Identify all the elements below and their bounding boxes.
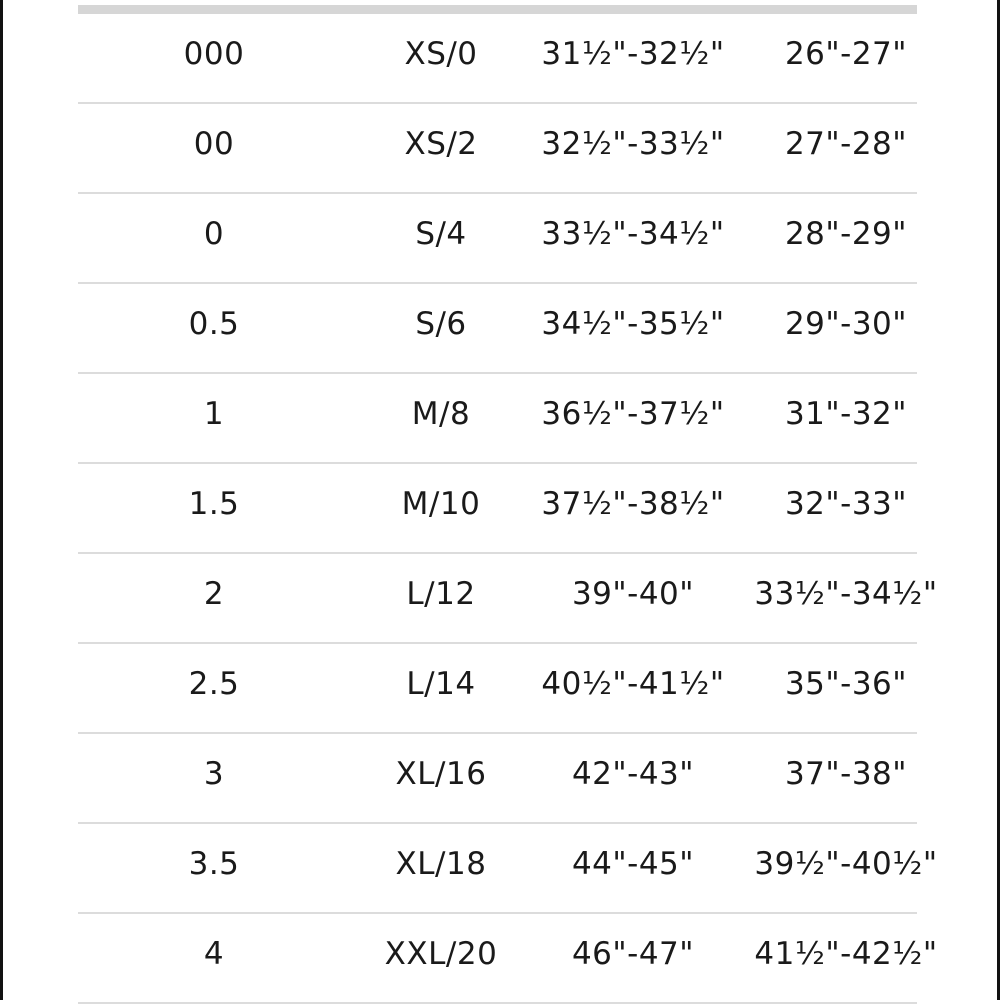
waist-cell: 27"-28" <box>784 126 908 162</box>
letter-size-cell: S/6 <box>415 306 467 342</box>
waist-cell: 39½"-40½" <box>754 846 938 882</box>
letter-size-cell: XS/0 <box>404 36 478 72</box>
letter-size-cell: S/4 <box>415 216 467 252</box>
bust-cell: 33½"-34½" <box>541 216 725 252</box>
table-row <box>78 554 938 644</box>
bust-cell: 37½"-38½" <box>541 486 725 522</box>
table-row <box>78 824 938 914</box>
waist-cell: 37"-38" <box>784 756 908 792</box>
size-cell: 1.5 <box>188 486 240 522</box>
size-cell: 4 <box>203 936 225 972</box>
bust-cell: 39"-40" <box>571 576 695 612</box>
table-row <box>78 644 917 734</box>
table-header-bar <box>78 5 917 14</box>
waist-cell: 33½"-34½" <box>754 576 938 612</box>
size-cell: 0 <box>203 216 225 252</box>
waist-cell: 41½"-42½" <box>754 936 938 972</box>
table-row <box>78 914 938 1004</box>
bust-cell: 32½"-33½" <box>541 126 725 162</box>
size-cell: 3.5 <box>188 846 240 882</box>
bust-cell: 40½"-41½" <box>541 666 725 702</box>
table-row <box>78 284 917 374</box>
letter-size-cell: XL/18 <box>395 846 487 882</box>
bust-cell: 31½"-32½" <box>541 36 725 72</box>
size-cell: 0.5 <box>188 306 240 342</box>
bust-cell: 36½"-37½" <box>541 396 725 432</box>
bust-cell: 46"-47" <box>571 936 695 972</box>
bust-cell: 44"-45" <box>571 846 695 882</box>
waist-cell: 28"-29" <box>784 216 908 252</box>
waist-cell: 32"-33" <box>784 486 908 522</box>
size-cell: 2.5 <box>188 666 240 702</box>
letter-size-cell: M/10 <box>401 486 481 522</box>
table-row <box>78 194 917 284</box>
letter-size-cell: L/12 <box>406 576 476 612</box>
size-cell: 1 <box>203 396 225 432</box>
waist-cell: 35"-36" <box>784 666 908 702</box>
waist-cell: 29"-30" <box>784 306 908 342</box>
size-cell: 3 <box>203 756 225 792</box>
left-border <box>0 0 3 1000</box>
table-row <box>78 14 917 104</box>
letter-size-cell: L/14 <box>406 666 476 702</box>
letter-size-cell: XL/16 <box>395 756 487 792</box>
size-cell: 000 <box>183 36 245 72</box>
size-cell: 2 <box>203 576 225 612</box>
table-row <box>78 104 917 194</box>
table-row <box>78 464 917 554</box>
table-row <box>78 734 917 824</box>
letter-size-cell: M/8 <box>411 396 471 432</box>
waist-cell: 26"-27" <box>784 36 908 72</box>
letter-size-cell: XXL/20 <box>384 936 498 972</box>
bust-cell: 42"-43" <box>571 756 695 792</box>
table-row <box>78 374 917 464</box>
bust-cell: 34½"-35½" <box>541 306 725 342</box>
letter-size-cell: XS/2 <box>404 126 478 162</box>
size-cell: 00 <box>193 126 235 162</box>
size-chart-table <box>78 14 938 1004</box>
waist-cell: 31"-32" <box>784 396 908 432</box>
